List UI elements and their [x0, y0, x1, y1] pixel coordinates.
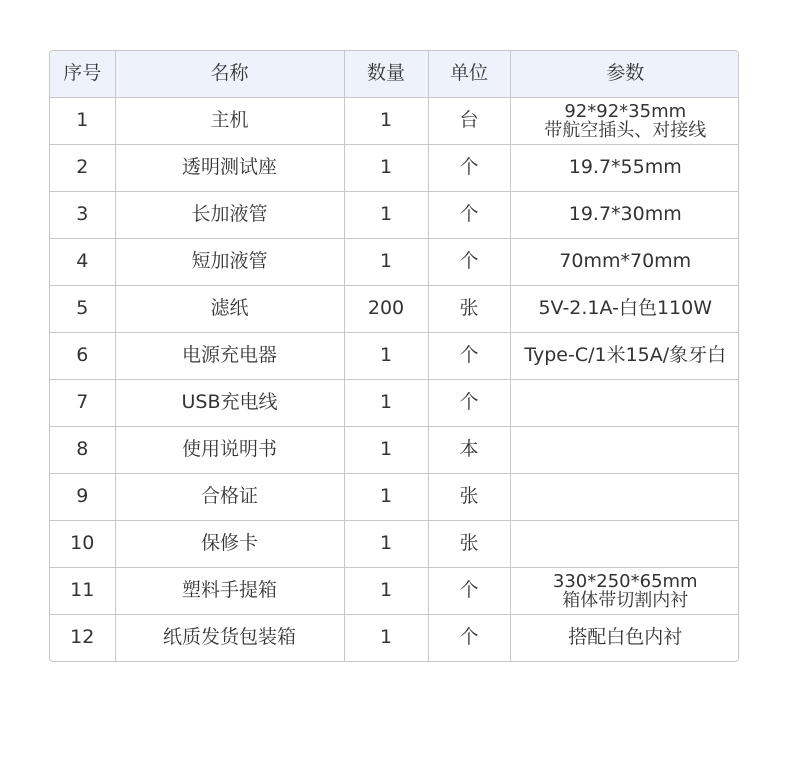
cell-qty: 1 [344, 144, 428, 191]
cell-params [510, 238, 739, 285]
cell-no: 2 [50, 144, 115, 191]
cell-qty: 1 [344, 97, 428, 144]
cell-qty: 1 [344, 332, 428, 379]
table-row [50, 97, 739, 144]
cell-no: 8 [50, 426, 115, 473]
cell-qty: 1 [344, 379, 428, 426]
cell-unit: 个 [428, 614, 510, 661]
table-row [50, 520, 739, 567]
header-name: 名称 [115, 51, 344, 97]
header-params: 参数 [510, 51, 739, 97]
cell-name: 纸质发货包装箱 [115, 614, 344, 661]
cell-name: 长加液管 [115, 191, 344, 238]
cell-name: 短加液管 [115, 238, 344, 285]
param-line: 330*250*65mm [552, 570, 698, 592]
cell-unit: 张 [428, 520, 510, 567]
cell-params [510, 379, 739, 426]
param-line: 70mm*70mm [559, 250, 692, 272]
cell-no: 12 [50, 614, 115, 661]
table-row [50, 285, 739, 332]
cell-no: 7 [50, 379, 115, 426]
table-row [50, 614, 739, 661]
cell-name: 塑料手提箱 [115, 567, 344, 614]
cell-params [510, 567, 739, 614]
table-row [50, 238, 739, 285]
cell-no: 10 [50, 520, 115, 567]
cell-unit: 个 [428, 332, 510, 379]
param-line: 19.7*30mm [568, 203, 682, 225]
cell-params [510, 332, 739, 379]
table-body [50, 97, 739, 661]
cell-qty: 1 [344, 191, 428, 238]
table-header-row [50, 51, 739, 97]
table-row [50, 567, 739, 614]
cell-unit: 台 [428, 97, 510, 144]
cell-params [510, 97, 739, 144]
cell-qty: 200 [344, 285, 428, 332]
param-line: 带航空插头、对接线 [544, 119, 707, 141]
cell-qty: 1 [344, 473, 428, 520]
cell-unit: 个 [428, 238, 510, 285]
table-row [50, 473, 739, 520]
packing-list-table [50, 51, 739, 661]
cell-name: USB充电线 [115, 379, 344, 426]
table-row [50, 191, 739, 238]
cell-no: 3 [50, 191, 115, 238]
cell-no: 4 [50, 238, 115, 285]
cell-qty: 1 [344, 614, 428, 661]
cell-params [510, 473, 739, 520]
cell-qty: 1 [344, 567, 428, 614]
cell-no: 1 [50, 97, 115, 144]
cell-qty: 1 [344, 426, 428, 473]
cell-params [510, 144, 739, 191]
header-qty: 数量 [344, 51, 428, 97]
cell-unit: 个 [428, 144, 510, 191]
cell-params [510, 191, 739, 238]
cell-name: 使用说明书 [115, 426, 344, 473]
cell-qty: 1 [344, 238, 428, 285]
cell-params [510, 285, 739, 332]
table-row [50, 379, 739, 426]
cell-no: 11 [50, 567, 115, 614]
table-row [50, 426, 739, 473]
cell-no: 5 [50, 285, 115, 332]
cell-unit: 个 [428, 379, 510, 426]
table-row [50, 144, 739, 191]
param-line: 19.7*55mm [568, 156, 682, 178]
cell-name: 合格证 [115, 473, 344, 520]
cell-name: 主机 [115, 97, 344, 144]
cell-no: 9 [50, 473, 115, 520]
packing-list-table-container [49, 50, 739, 662]
cell-no: 6 [50, 332, 115, 379]
cell-unit: 本 [428, 426, 510, 473]
param-line: 5V-2.1A-白色110W [538, 297, 713, 319]
cell-params [510, 520, 739, 567]
param-line: 箱体带切割内衬 [562, 589, 689, 611]
cell-params [510, 614, 739, 661]
cell-name: 保修卡 [115, 520, 344, 567]
header-unit: 单位 [428, 51, 510, 97]
cell-unit: 张 [428, 285, 510, 332]
cell-unit: 张 [428, 473, 510, 520]
cell-name: 透明测试座 [115, 144, 344, 191]
cell-name: 电源充电器 [115, 332, 344, 379]
cell-unit: 个 [428, 567, 510, 614]
param-line: 92*92*35mm [564, 100, 687, 122]
header-no: 序号 [50, 51, 115, 97]
cell-name: 滤纸 [115, 285, 344, 332]
table-row [50, 332, 739, 379]
cell-params [510, 426, 739, 473]
param-line: Type-C/1米15A/象牙白 [524, 344, 727, 366]
cell-qty: 1 [344, 520, 428, 567]
cell-unit: 个 [428, 191, 510, 238]
param-line: 搭配白色内衬 [568, 626, 683, 649]
